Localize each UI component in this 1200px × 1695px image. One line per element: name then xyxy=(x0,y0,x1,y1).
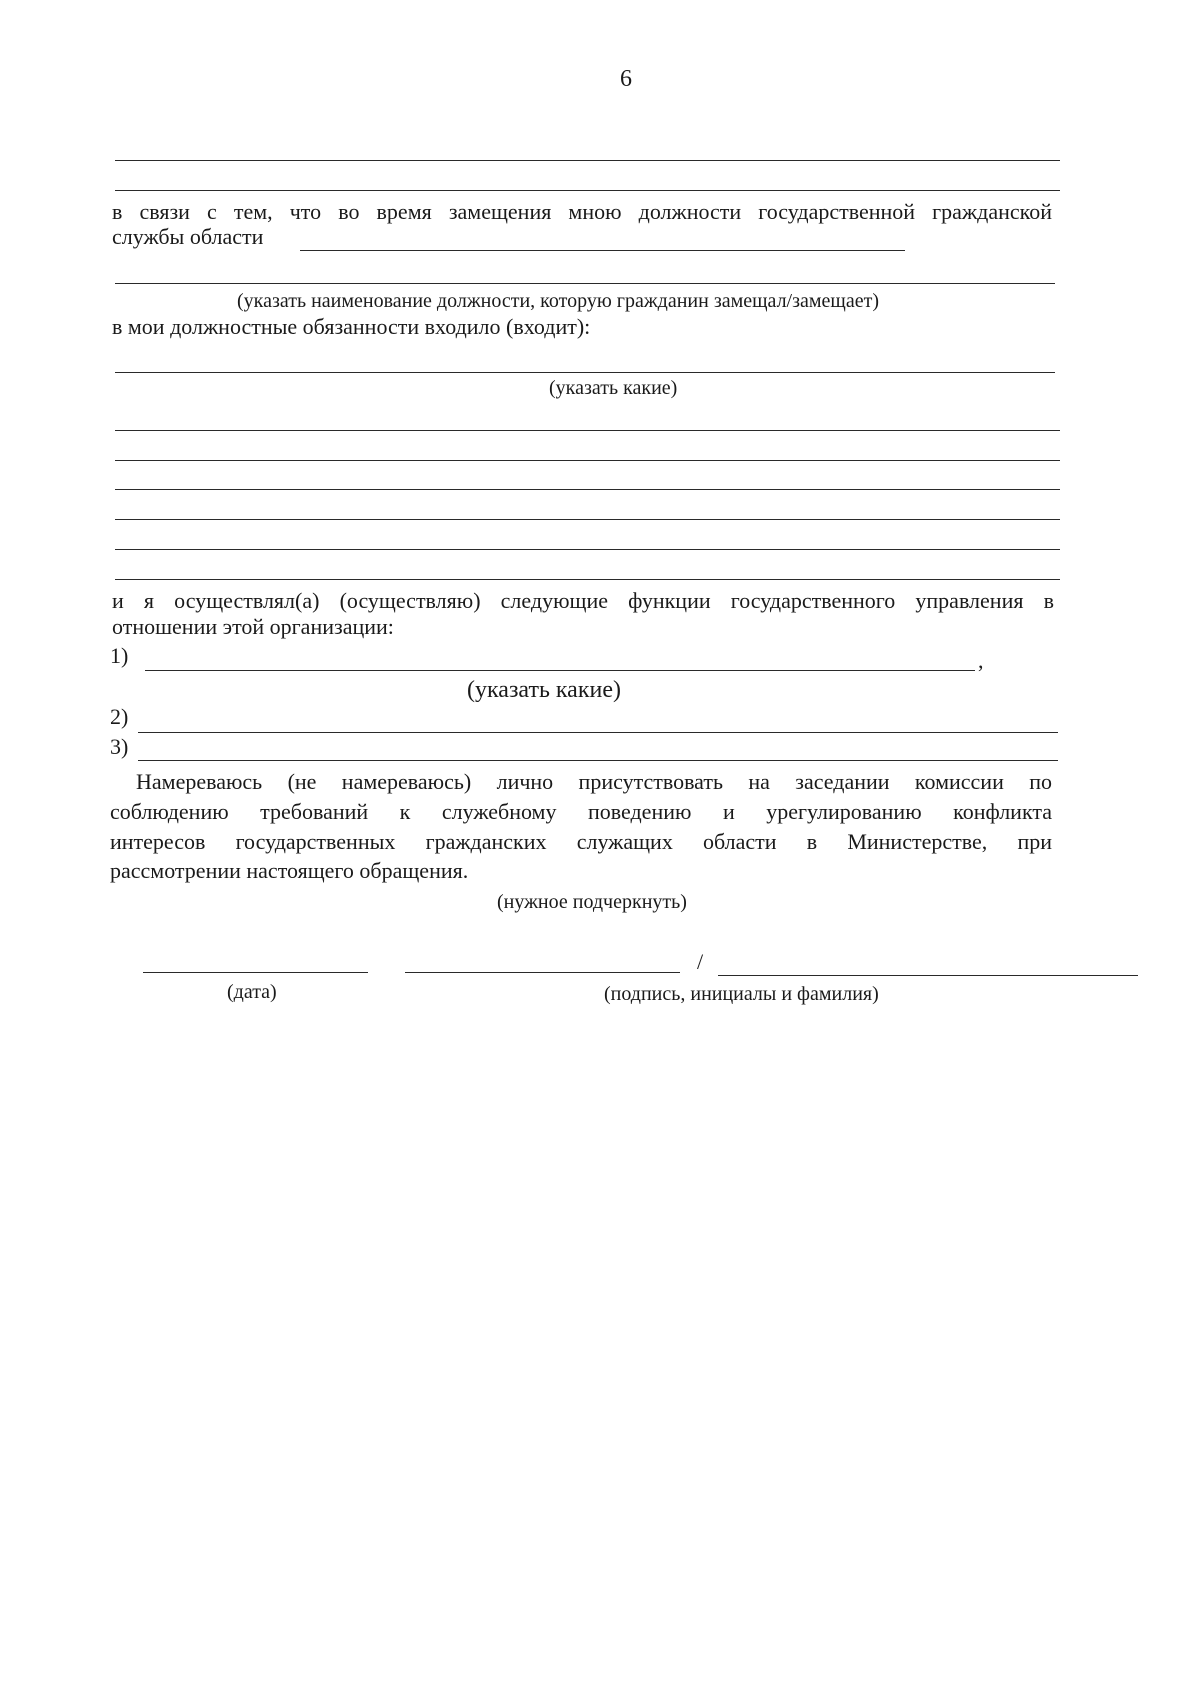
paragraph-text: интересов государственных гражданских служащих области в Министерстве, при xyxy=(110,829,1052,854)
paragraph-text: Намереваюсь (не намереваюсь) лично присутствовать на заседании комиссии по xyxy=(136,769,1052,794)
blank-line xyxy=(115,283,1055,284)
paragraph-text: рассмотрении настоящего обращения. xyxy=(110,858,469,883)
signature-caption: (подпись, инициалы и фамилия) xyxy=(604,983,879,1005)
blank-line xyxy=(145,670,975,671)
list-number: 2) xyxy=(110,704,129,729)
paragraph-text: отношении этой организации: xyxy=(112,614,394,639)
signature-slash: / xyxy=(697,949,704,974)
blank-line xyxy=(115,372,1055,373)
blank-line xyxy=(115,160,1060,161)
field-caption: (указать какие) xyxy=(549,377,678,399)
field-caption: (указать какие) xyxy=(467,677,621,703)
blank-line xyxy=(115,430,1060,431)
field-caption: (указать наименование должности, которую гражданин замещал/замещает) xyxy=(237,290,879,312)
list-number: 1) xyxy=(110,643,129,668)
date-caption: (дата) xyxy=(227,981,277,1003)
blank-line xyxy=(115,460,1060,461)
field-caption: (нужное подчеркнуть) xyxy=(497,891,687,913)
blank-line xyxy=(115,519,1060,520)
page-number: 6 xyxy=(620,66,632,92)
paragraph-text: в мои должностные обязанности входило (входит): xyxy=(112,314,591,339)
name-line xyxy=(718,975,1138,976)
blank-line xyxy=(138,760,1058,761)
date-line xyxy=(143,972,368,973)
blank-line xyxy=(115,190,1060,191)
blank-line xyxy=(138,732,1058,733)
blank-line xyxy=(115,489,1060,490)
paragraph-text: соблюдению требований к служебному поведению и урегулированию конфликта xyxy=(110,799,1052,824)
paragraph-text: и я осуществлял(а) (осуществляю) следующие функции государственного управления в xyxy=(112,588,1054,613)
list-comma: , xyxy=(978,648,984,673)
signature-line xyxy=(405,972,680,973)
paragraph-text: в связи с тем, что во время замещения мною должности государственной гражданской xyxy=(112,199,1052,224)
paragraph-text: службы области xyxy=(112,224,264,249)
blank-line xyxy=(115,579,1060,580)
list-number: 3) xyxy=(110,734,129,759)
blank-line xyxy=(300,250,905,251)
blank-line xyxy=(115,549,1060,550)
